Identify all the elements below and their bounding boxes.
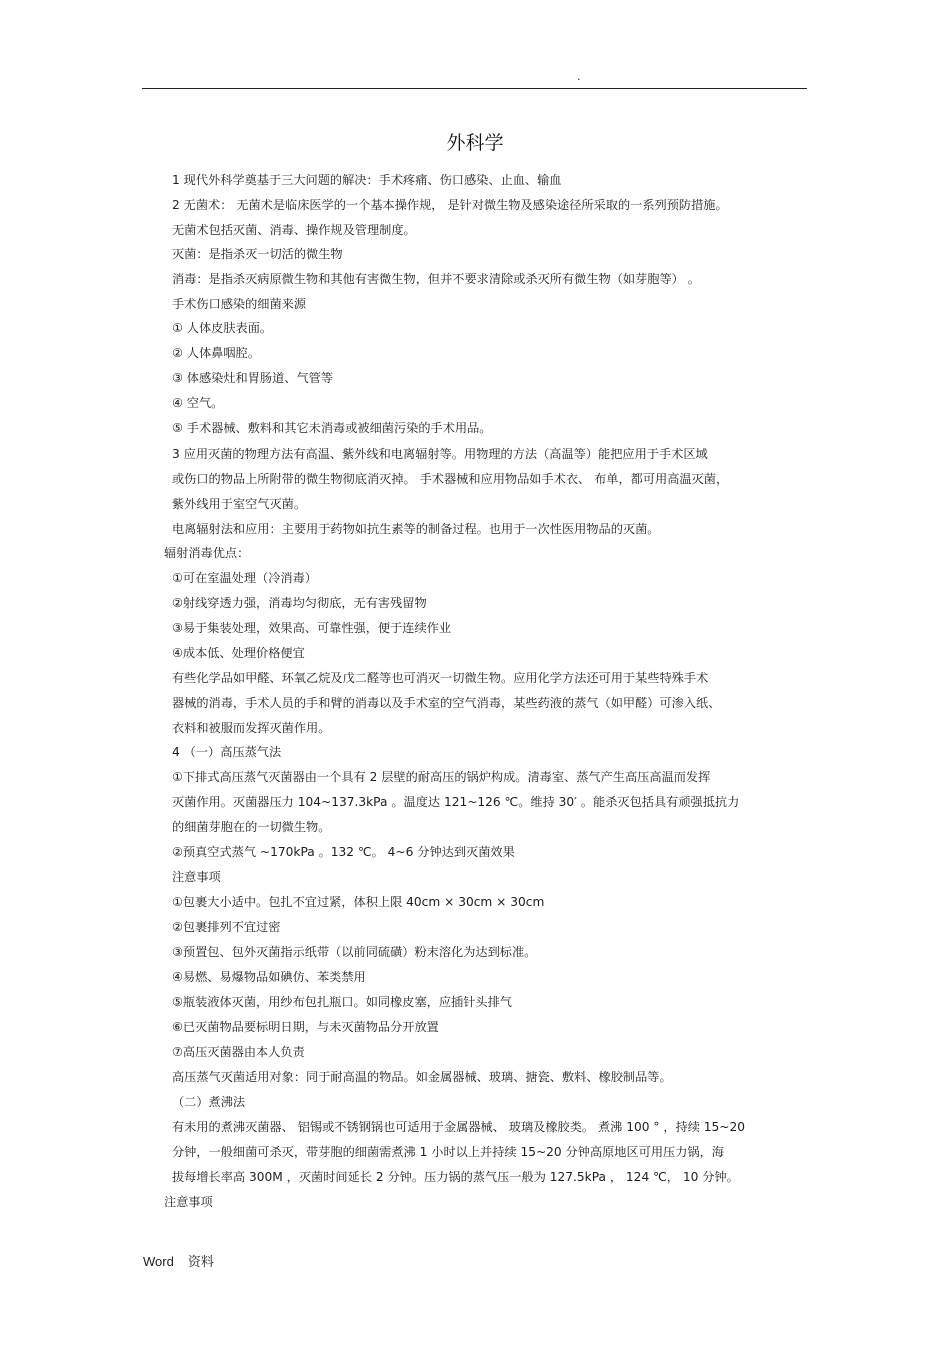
text-line: ①可在室温处理（冷消毒） (172, 571, 317, 585)
text-line: 衣料和被服而发挥灭菌作用。 (172, 721, 331, 735)
text-line: 手术伤口感染的细菌来源 (172, 297, 307, 311)
text-line: ①包裹大小适中。包扎不宜过紧，体积上限 40cm × 30cm × 30cm (172, 895, 545, 909)
text-line: ②包裹排列不宜过密 (172, 920, 281, 934)
page-title: 外科学 (446, 132, 504, 154)
text-line: 紫外线用于室空气灭菌。 (172, 497, 307, 511)
footer-word: Word (143, 1254, 174, 1269)
footer-resource: 资料 (187, 1254, 214, 1269)
text-line: 分钟，一般细菌可杀灭，带芽胞的细菌需煮沸 1 小时以上并持续 15~20 分钟高原地区可用压力锅，海 (172, 1145, 724, 1159)
text-line: 消毒：是指杀灭病原微生物和其他有害微生物，但并不要求清除或杀灭所有微生物（如芽胞等） 。 (172, 272, 700, 286)
text-line: ④ 空气。 (172, 396, 224, 410)
text-line: ⑤ 手术器械、敷料和其它未消毒或被细菌污染的手术用品。 (172, 421, 492, 435)
text-line: ④成本低、处理价格便宜 (172, 646, 305, 660)
text-line: 3 应用灭菌的物理方法有高温、紫外线和电离辐射等。用物理的方法（高温等）能把应用于手术区域 (172, 447, 708, 461)
text-line: 灭菌作用。灭菌器压力 104~137.3kPa 。温度达 121~126 ℃。维持 30′ 。能杀灭包括具有顽强抵抗力 (172, 795, 740, 809)
text-line: 注意事项 (164, 1195, 213, 1209)
text-line: 4 （一）高压蒸气法 (172, 745, 282, 759)
text-line: 器械的消毒，手术人员的手和臂的消毒以及手术室的空气消毒，某些药液的蒸气（如甲醛）可渗入纸、 (172, 696, 721, 710)
text-line: 有些化学品如甲醛、环氧乙烷及戊二醛等也可消灭一切微生物。应用化学方法还可用于某些特殊手术 (172, 671, 709, 685)
text-line: ⑥已灭菌物品要标明日期，与未灭菌物品分开放置 (172, 1020, 439, 1034)
text-line: 拔每增长率高 300M ，灭菌时间延长 2 分钟。压力锅的蒸气压一般为 127.5kPa ， 124 ℃， 10 分钟。 (172, 1170, 739, 1184)
text-line: 2 无菌术： 无菌术是临床医学的一个基本操作规， 是针对微生物及感染途径所采取的一系列预防措施。 (172, 198, 728, 212)
header-mark: . (577, 70, 581, 83)
text-line: ③易于集装处理，效果高、可靠性强，便于连续作业 (172, 621, 452, 635)
text-line: ④易燃、易爆物品如碘仿、苯类禁用 (172, 970, 366, 984)
text-line: ② 人体鼻咽腔。 (172, 346, 260, 360)
text-line: 灭菌：是指杀灭一切活的微生物 (172, 247, 343, 261)
text-line: ⑦高压灭菌器由本人负责 (172, 1045, 305, 1059)
text-line: 高压蒸气灭菌适用对象：同于耐高温的物品。如金属器械、玻璃、搪瓷、敷料、橡胶制品等。 (172, 1070, 672, 1084)
text-line: ⑤瓶装液体灭菌，用纱布包扎瓶口。如同橡皮塞，应插针头排气 (172, 995, 512, 1009)
text-line: （二）煮沸法 (172, 1095, 246, 1109)
text-line: 1 现代外科学奠基于三大问题的解决：手术疼痛、伤口感染、止血、输血 (172, 173, 562, 187)
text-line: ③ 体感染灶和胃肠道、气管等 (172, 371, 334, 385)
text-line: ①下排式高压蒸气灭菌器由一个具有 2 层壁的耐高压的锅炉构成。清毒室、蒸气产生高压高温而发挥 (172, 770, 711, 784)
text-line: 辐射消毒优点： (164, 546, 250, 560)
text-line: 电离辐射法和应用：主要用于药物如抗生素等的制备过程。也用于一次性医用物品的灭菌。 (172, 522, 660, 536)
text-line: 有未用的煮沸灭菌器、 铝锡或不锈钢锅也可适用于金属器械、 玻璃及橡胶类。 煮沸 100 ° ，持续 15~20 (172, 1120, 746, 1134)
text-line: 注意事项 (172, 870, 221, 884)
header-rule (142, 88, 807, 89)
text-line: ②射线穿透力强，消毒均匀彻底，无有害残留物 (172, 596, 427, 610)
text-line: ③预置包、包外灭菌指示纸带（以前同硫磺）粉末溶化为达到标准。 (172, 945, 537, 959)
text-line: ②预真空式蒸气 ~170kPa 。132 ℃。 4~6 分钟达到灭菌效果 (172, 845, 515, 859)
text-line: 的细菌芽胞在的一切微生物。 (172, 820, 331, 834)
text-line: 无菌术包括灭菌、消毒、操作规及管理制度。 (172, 223, 416, 237)
footer (143, 1251, 214, 1270)
text-line: 或伤口的物品上所附带的微生物彻底消灭掉。 手术器械和应用物品如手术衣、 布单，都可用高温灭菌， (172, 472, 729, 486)
text-line: ① 人体皮肤表面。 (172, 321, 273, 335)
